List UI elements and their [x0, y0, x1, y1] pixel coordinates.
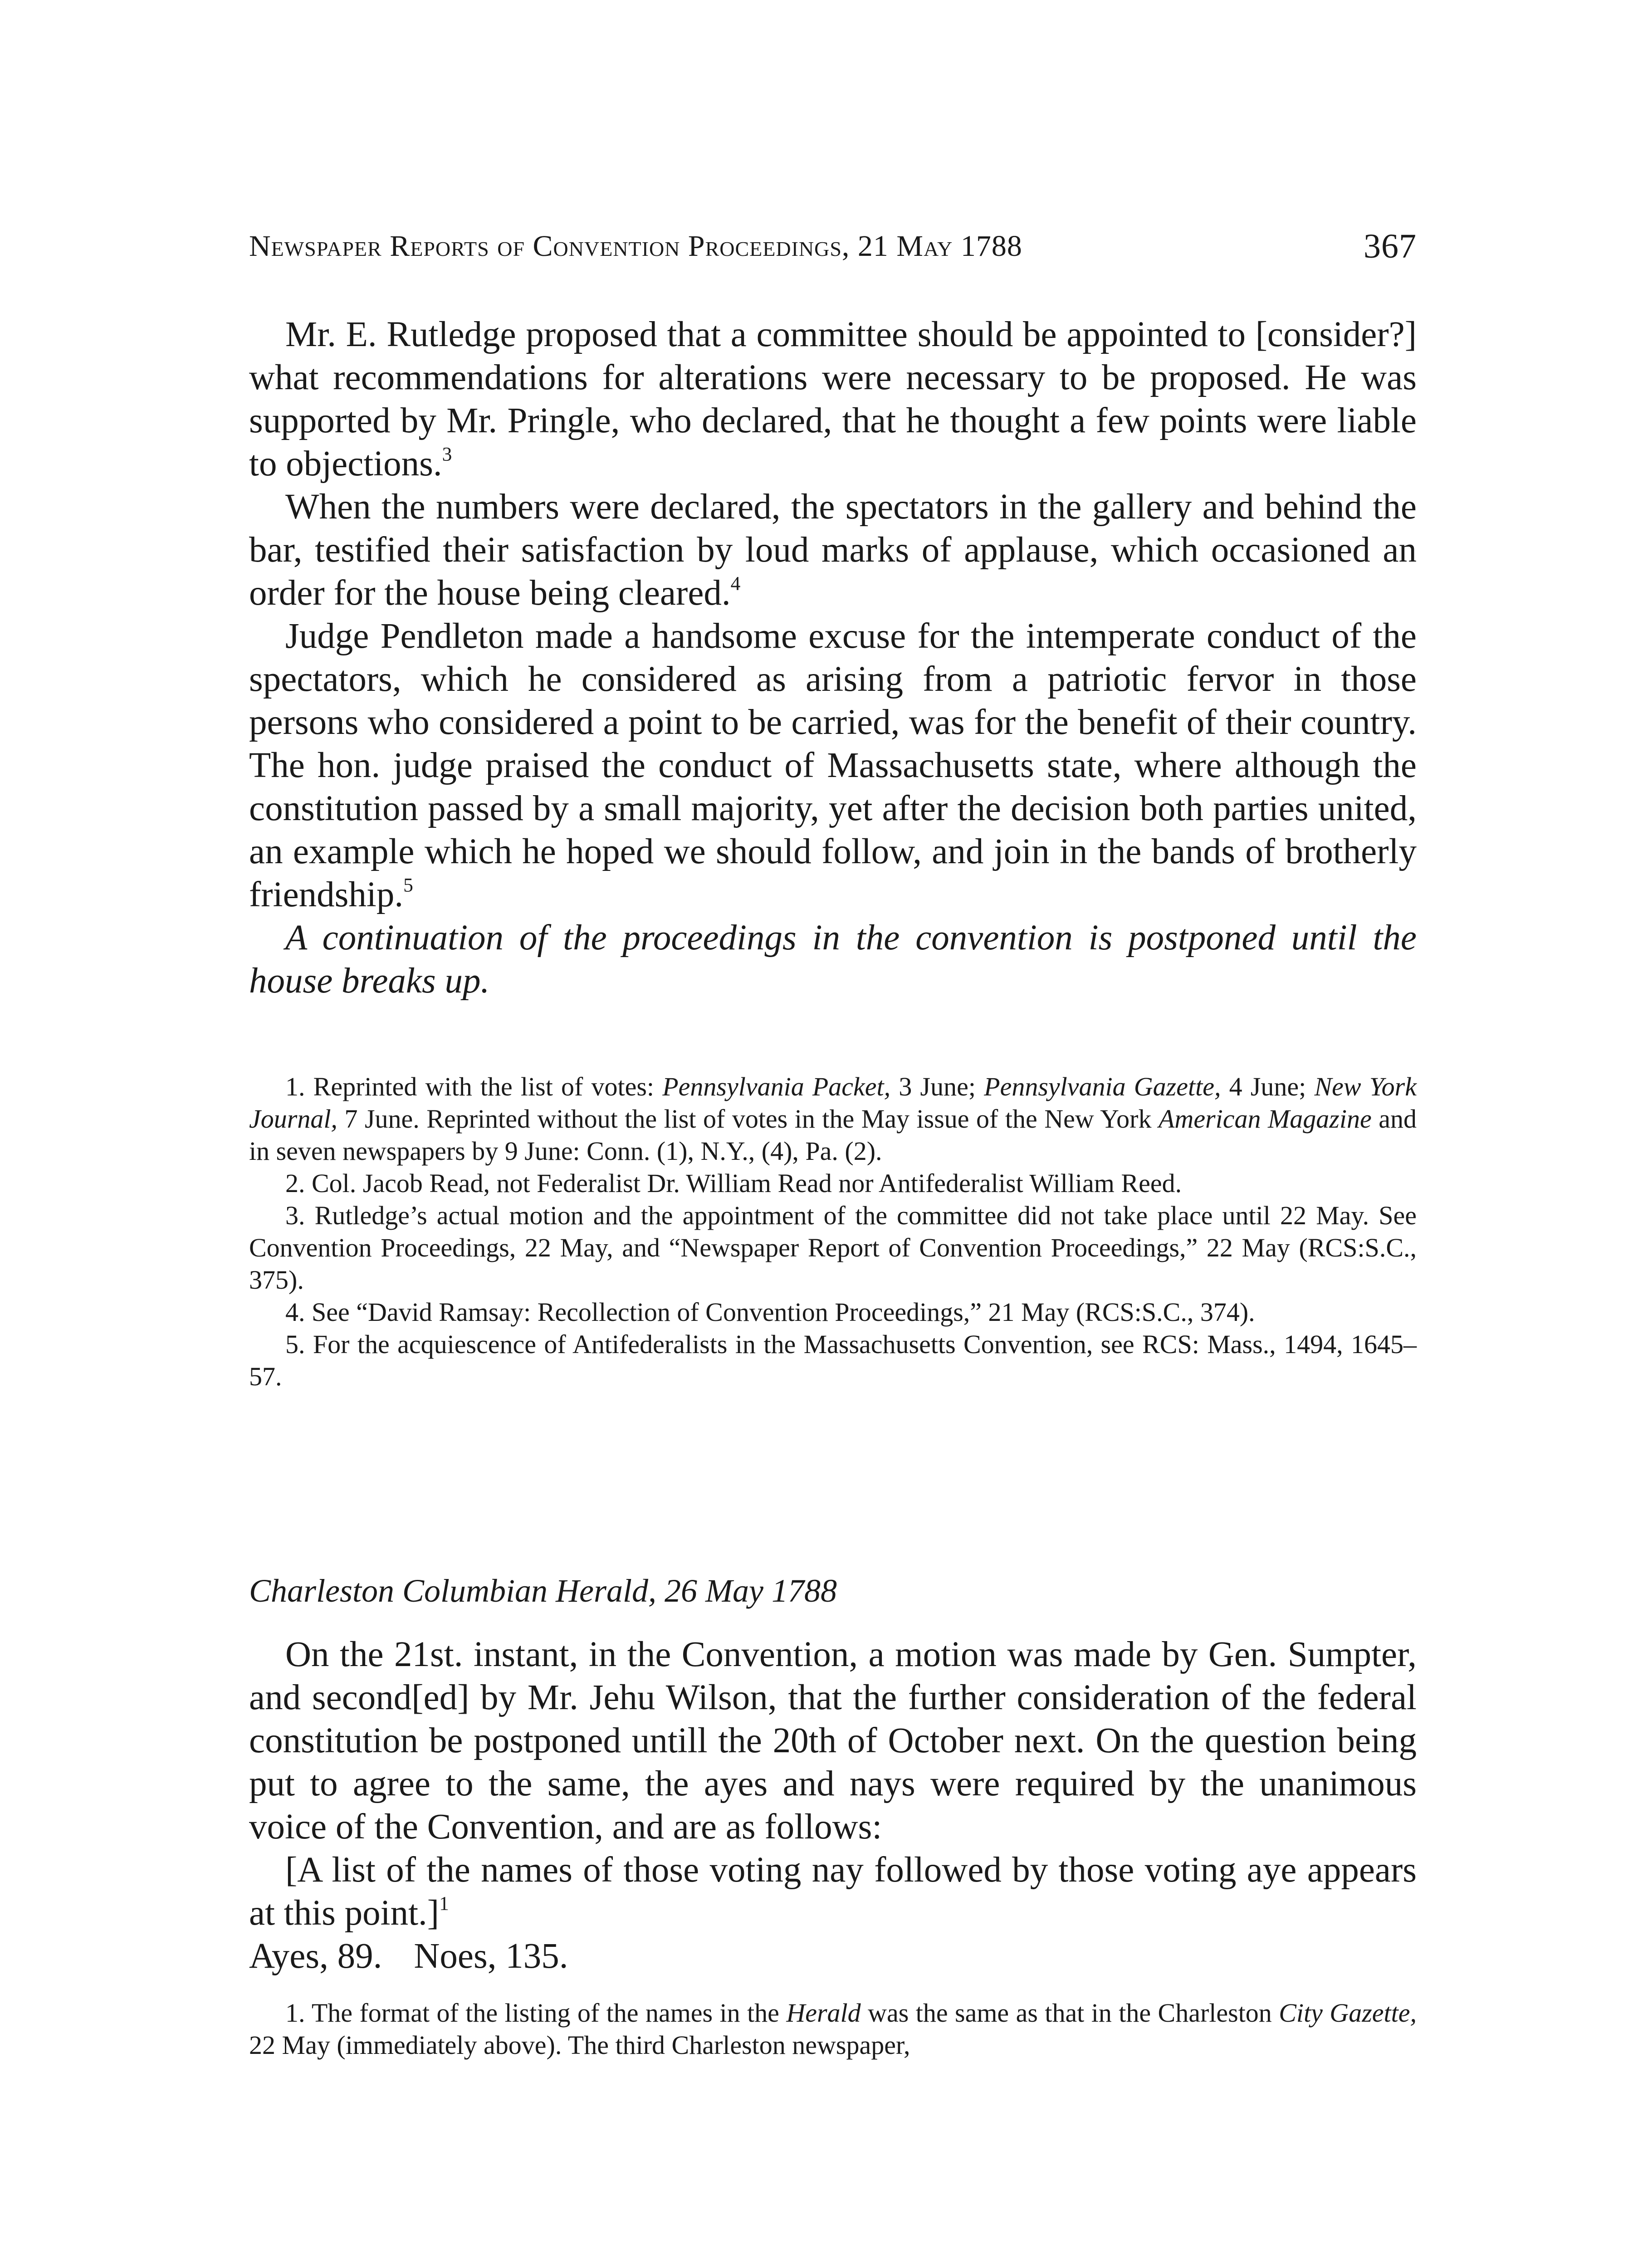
footnote-2: 2. Col. Jacob Read, not Federalist Dr. William Read nor Antifederalist William Reed. [285, 1168, 1182, 1198]
footnote-5: 5. For the acquiescence of Antifederalists in the Massachusetts Convention, see RCS: Mass., 1494, 1645–57. [249, 1330, 1417, 1391]
paragraph-rutledge: Mr. E. Rutledge proposed that a committee should be appointed to [consider?] what recommendations for alterations were necessary to be proposed. He was supported by Mr. Pringle, who declared, that he thought a few points were liable to objections.$^3$ [249, 315, 1417, 484]
running-title: Newspaper Reports of Convention Proceedings, 21 May 1788 [249, 230, 1022, 263]
footnote-ref-5: 5 [403, 874, 413, 896]
section-heading-columbian-herald: Charleston Columbian Herald, 26 May 1788 [249, 1573, 837, 1609]
running-head [249, 226, 1417, 267]
footnote-1: 1. Reprinted with the list of votes: Pennsylvania Packet, 3 June; Pennsylvania Gazette, 4 June; New York Journal, 7 June. Reprinted without the list of votes in the May issue of the New York American Magazine and in seven newspapers by 9 June: Conn. (1), N.Y., (4), Pa. (2). [249, 1072, 1417, 1166]
paragraph-spectators: When the numbers were declared, the spectators in the gallery and behind the bar, testified their satisfaction by loud marks of applause, which occasioned an order for the house being cleared.$^4$ [249, 487, 1417, 613]
document-page [249, 0, 1417, 2268]
footnote-ref-3: 3 [442, 443, 452, 465]
footnote-herald-1: 1. The format of the listing of the names in the Herald was the same as that in the Charleston City Gazette, 22 May (immediately above). The third Charleston newspaper, [249, 1998, 1417, 2060]
noes-count: Noes, 135. [414, 1936, 568, 1976]
footnote-3: 3. Rutledge’s actual motion and the appointment of the committee did not take place until 22 May. See Convention Proceedings, 22 May, and “Newspaper Report of Convention Proceedings,” 22 May (RCS:S.C., 375). [249, 1201, 1417, 1295]
vote-tally [249, 1935, 1417, 1978]
paragraph-pendleton: Judge Pendleton made a handsome excuse for the intemperate conduct of the spectators, which he considered as arising from a patriotic fervor in those persons who considered a point to be carried, was for the benefit of their country. The hon. judge praised the conduct of Massachusetts state, where although the constitution passed by a small majority, yet after the decision both parties united, an example which he hoped we should follow, and join in the bands of brotherly friendship.$^5$ [249, 616, 1417, 914]
paragraph-motion: On the 21st. instant, in the Convention, a motion was made by Gen. Sumpter, and second[ed] by Mr. Jehu Wilson, that the further consideration of the federal constitution be postponed untill the 20th of October next. On the question being put to agree to the same, the ayes and nays were required by the unanimous voice of the Convention, and are as follows: [249, 1635, 1417, 1847]
footnote-ref-4: 4 [730, 572, 741, 595]
proceedings-text [249, 313, 1417, 1002]
paragraph-list-note: [A list of the names of those voting nay followed by those voting aye appears at this point.]$^1$ [249, 1850, 1417, 1933]
paragraph-continuation: A continuation of the proceedings in the convention is postponed until the house breaks up. [249, 918, 1417, 1001]
page-number: 367 [1364, 227, 1417, 265]
footnotes-section-1 [249, 1070, 1417, 1393]
footnote-ref-1: 1 [439, 1892, 449, 1915]
footnotes-section-2 [249, 1997, 1417, 2061]
footnote-4: 4. See “David Ramsay: Recollection of Convention Proceedings,” 21 May (RCS:S.C., 374). [285, 1297, 1255, 1327]
ayes-count: Ayes, 89. [249, 1936, 382, 1976]
herald-text [249, 1633, 1417, 1978]
